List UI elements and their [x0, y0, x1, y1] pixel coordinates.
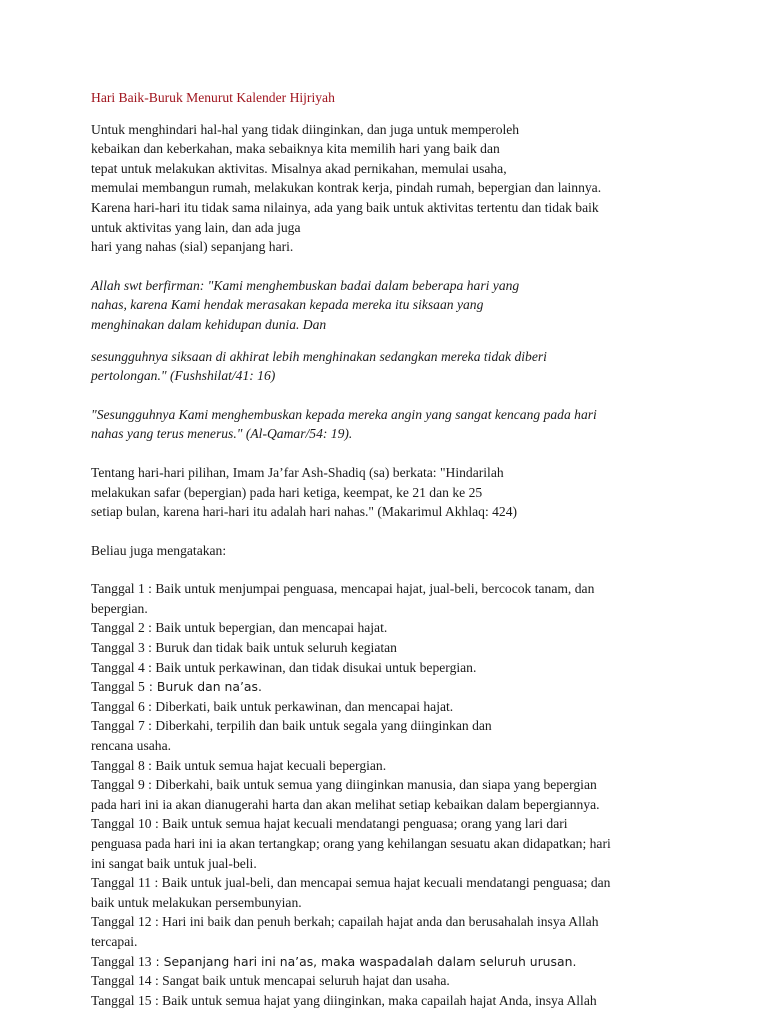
day-entry-line: Tanggal 8 : Baik untuk semua hajat kecuali bepergian.: [91, 757, 387, 773]
intro-line: memulai membangun rumah, melakukan kontrak kerja, pindah rumah, bepergian dan lainnya.: [91, 180, 602, 196]
intro-line: tepat untuk melakukan aktivitas. Misalnya akad pernikahan, memulai usaha,: [91, 160, 507, 176]
day-entry-line: Tanggal 4 : Baik untuk perkawinan, dan tidak disukai untuk bepergian.: [91, 659, 477, 675]
day-entry-line: Tanggal 10 : Baik untuk semua hajat kecuali mendatangi penguasa; orang yang lari dari: [91, 816, 568, 832]
quote-line: nahas, karena Kami hendak merasakan kepada mereka itu siksaan yang: [91, 297, 484, 313]
quote-al-qamar: [91, 405, 681, 444]
day-entry: [91, 579, 681, 618]
day-entry: [91, 756, 681, 776]
day-entry-line: [91, 952, 681, 972]
day-entry-line: Tanggal 11 : Baik untuk jual-beli, dan mencapai semua hajat kecuali mendatangi penguasa; dan: [91, 875, 611, 891]
quote-line: menghinakan dalam kehidupan dunia. Dan: [91, 316, 327, 332]
day-entry: [91, 638, 681, 658]
day-entry: [91, 873, 681, 912]
day-entry: [91, 991, 681, 1011]
day-entry-line: Tanggal 6 : Diberkati, baik untuk perkawinan, dan mencapai hajat.: [91, 698, 454, 714]
day-entry-line: tercapai.: [91, 933, 138, 949]
day-label: Tanggal 13: [91, 953, 152, 969]
intro-line: untuk aktivitas yang lain, dan ada juga: [91, 219, 301, 235]
intro-line: hari yang nahas (sial) sepanjang hari.: [91, 239, 294, 255]
quote-line: nahas yang terus menerus." (Al-Qamar/54: 19).: [91, 426, 353, 442]
day-description: : Sepanjang hari ini na’as, maka waspadalah dalam seluruh urusan.: [151, 953, 577, 969]
day-entry: [91, 912, 681, 951]
day-entry: [91, 952, 681, 972]
day-description: : Buruk dan na’as.: [144, 679, 262, 695]
day-entry-line: ini sangat baik untuk jual-beli.: [91, 855, 257, 871]
day-entry-line: [91, 677, 681, 697]
quote-line: Allah swt berfirman: "Kami menghembuskan badai dalam beberapa hari yang: [91, 277, 520, 293]
day-entry-line: pada hari ini ia akan dianugerahi harta dan akan melihat setiap kebaikan dalam bepergiannya.: [91, 796, 600, 812]
day-entry: [91, 618, 681, 638]
day-entry: [91, 658, 681, 678]
intro-paragraph: [91, 120, 681, 257]
day-entry-line: Tanggal 1 : Baik untuk menjumpai penguasa, mencapai hajat, jual-beli, bercocok tanam, dan: [91, 581, 595, 597]
day-entry: [91, 716, 681, 755]
day-entry-line: Tanggal 2 : Baik untuk bepergian, dan mencapai hajat.: [91, 620, 388, 636]
day-list: [91, 579, 681, 1010]
day-entry: [91, 775, 681, 814]
day-entry: [91, 677, 681, 697]
day-entry-line: penguasa pada hari ini ia akan tertangkap; orang yang kehilangan sesuatu akan didapatkan; hari: [91, 836, 611, 851]
quote-fushshilat-part1: [91, 276, 681, 335]
day-entry-line: baik untuk melakukan persembunyian.: [91, 894, 302, 910]
day-entry-line: Tanggal 14 : Sangat baik untuk mencapai seluruh hajat dan usaha.: [91, 973, 450, 989]
day-entry-line: rencana usaha.: [91, 738, 172, 754]
quote-line: pertolongan." (Fushshilat/41: 16): [91, 368, 276, 384]
intro-line: kebaikan dan keberkahan, maka sebaiknya kita memilih hari yang baik dan: [91, 141, 500, 157]
day-entry: [91, 814, 681, 873]
document-page: [91, 88, 681, 1010]
day-entry: [91, 971, 681, 991]
imam-line: setiap bulan, karena hari-hari itu adalah hari nahas." (Makarimul Akhlaq: 424): [91, 504, 518, 520]
day-entry-line: bepergian.: [91, 600, 148, 616]
imam-line: Tentang hari-hari pilihan, Imam Ja’far Ash-Shadiq (sa) berkata: "Hindarilah: [91, 464, 504, 480]
day-entry-line: Tanggal 9 : Diberkahi, baik untuk semua yang diinginkan manusia, dan siapa yang bepergian: [91, 777, 597, 793]
intro-line: Karena hari-hari itu tidak sama nilainya, ada yang baik untuk aktivitas tertentu dan tidak baik: [91, 199, 599, 215]
day-entry-line: Tanggal 15 : Baik untuk semua hajat yang diinginkan, maka capailah hajat Anda, insya Allah: [91, 992, 597, 1008]
document-title: Hari Baik-Buruk Menurut Kalender Hijriyah: [91, 90, 335, 105]
beliau-paragraph: Beliau juga mengatakan:: [91, 542, 227, 558]
day-entry-line: Tanggal 7 : Diberkahi, terpilih dan baik untuk segala yang diinginkan dan: [91, 718, 492, 734]
quote-line: sesungguhnya siksaan di akhirat lebih menghinakan sedangkan mereka tidak diberi: [91, 348, 547, 364]
quote-line: "Sesungguhnya Kami menghembuskan kepada mereka angin yang sangat kencang pada hari: [91, 406, 597, 422]
quote-fushshilat-part2: [91, 347, 681, 386]
intro-line: Untuk menghindari hal-hal yang tidak diinginkan, dan juga untuk memperoleh: [91, 121, 520, 137]
day-entry: [91, 697, 681, 717]
day-label: Tanggal 5: [91, 679, 145, 695]
day-entry-line: Tanggal 12 : Hari ini baik dan penuh berkah; capailah hajat anda dan berusahalah insya Allah: [91, 914, 599, 930]
imam-line: melakukan safar (bepergian) pada hari ketiga, keempat, ke 21 dan ke 25: [91, 484, 483, 500]
day-entry-line: Tanggal 3 : Buruk dan tidak baik untuk seluruh kegiatan: [91, 640, 397, 656]
imam-paragraph: [91, 463, 681, 522]
